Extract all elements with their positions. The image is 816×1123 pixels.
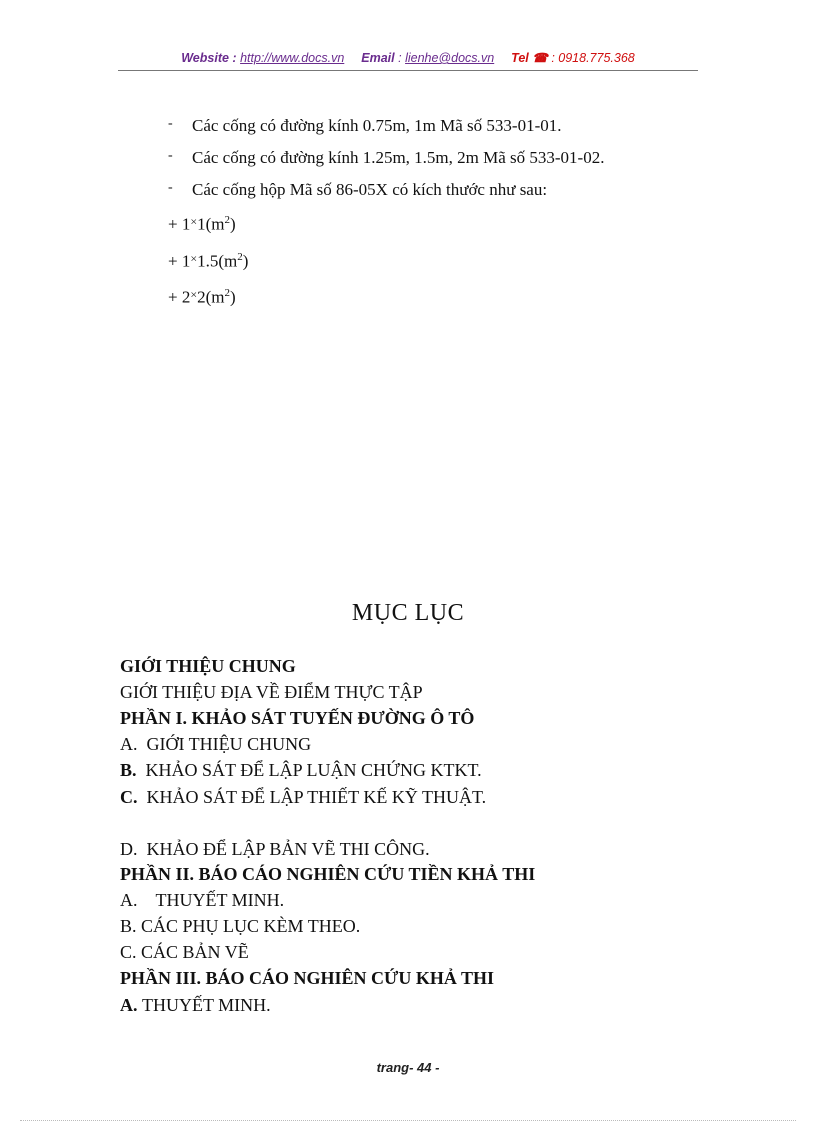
page-header: [0, 50, 816, 65]
dash-marker: -: [168, 116, 173, 131]
box-size-item: [168, 214, 236, 235]
toc-entry: [120, 734, 311, 755]
toc-entry: [120, 864, 535, 885]
box-size-value: 2(m: [197, 287, 225, 307]
toc-entry-text: PHẦN II. BÁO CÁO NGHIÊN CỨU TIỀN KHẢ THI: [120, 864, 536, 884]
toc-entry: [120, 968, 494, 989]
bullet-item: [168, 116, 562, 136]
paren: ): [230, 214, 236, 234]
toc-entry-text: KHẢO ĐỂ LẬP BẢN VẼ THI CÔNG.: [146, 839, 430, 859]
toc-entry-text: GIỚI THIỆU ĐỊA VỀ ĐIỂM THỰC TẬP: [120, 682, 423, 702]
toc-title: MỤC LỤC: [351, 600, 465, 626]
superscript: 2: [224, 214, 231, 226]
toc-entry-text: C. CÁC BẢN VẼ: [120, 942, 249, 962]
superscript: 2: [237, 251, 243, 263]
email-separator: :: [398, 51, 402, 65]
toc-entry: [120, 682, 423, 703]
toc-entry: [120, 760, 482, 781]
paren: ): [242, 251, 249, 271]
toc-entry: [120, 787, 486, 808]
times-sign: ×: [190, 214, 198, 229]
paren: ): [230, 287, 236, 307]
email-label: Email: [361, 51, 395, 65]
toc-entry: [120, 995, 271, 1016]
times-sign: ×: [190, 251, 198, 266]
toc-entry-text: PHẦN I. KHẢO SÁT TUYẾN ĐƯỜNG Ô TÔ: [120, 708, 475, 728]
toc-entry-text: THUYẾT MINH.: [142, 995, 271, 1015]
toc-entry-text: KHẢO SÁT ĐỂ LẬP THIẾT KẾ KỸ THUẬT.: [146, 787, 487, 807]
toc-entry-text: THUYẾT MINH.: [155, 890, 285, 910]
toc-entry: [120, 916, 360, 937]
box-size-value: 1(m: [197, 214, 225, 234]
box-size-prefix: + 1: [168, 251, 191, 271]
page-bottom-rule: [20, 1120, 796, 1121]
toc-entry: [120, 708, 474, 729]
toc-entry-text: KHẢO SÁT ĐỂ LẬP LUẬN CHỨNG KTKT.: [145, 760, 482, 780]
bullet-text: Các cống hộp Mã số 86-05X có kích thước như sau:: [192, 180, 548, 199]
tel-number: : 0918.775.368: [551, 51, 635, 65]
toc-entry-text: B. CÁC PHỤ LỤC KÈM THEO.: [120, 916, 361, 936]
bullet-text: Các cống có đường kính 0.75m, 1m Mã số 533-01-01.: [192, 116, 562, 135]
toc-entry: [120, 839, 430, 860]
header-divider: [118, 70, 698, 71]
toc-entry-label: A.: [120, 890, 138, 910]
bullet-item: [168, 148, 604, 168]
toc-entry: [120, 890, 284, 911]
box-size-prefix: + 2: [168, 287, 191, 307]
box-size-prefix: + 1: [168, 214, 191, 234]
superscript: 2: [224, 287, 231, 299]
website-link[interactable]: http://www.docs.vn: [240, 51, 345, 65]
dash-marker: -: [168, 148, 173, 163]
toc-entry: [120, 656, 296, 677]
phone-icon: ☎: [532, 51, 548, 65]
toc-entry-label: B.: [120, 760, 137, 780]
tel-label: Tel: [511, 51, 529, 65]
dash-marker: -: [168, 180, 173, 195]
bullet-text: Các cống có đường kính 1.25m, 1.5m, 2m Mã số 533-01-02.: [192, 148, 605, 167]
box-size-value: 1.5(m: [197, 251, 238, 271]
toc-entry-text: PHẦN III. BÁO CÁO NGHIÊN CỨU KHẢ THI: [120, 968, 495, 988]
page-number: trang- 44 -: [376, 1060, 440, 1075]
times-sign: ×: [190, 287, 198, 302]
toc-entry-label: A.: [120, 995, 138, 1015]
box-size-item: [168, 287, 236, 308]
toc-entry-text: GIỚI THIỆU CHUNG: [120, 656, 296, 676]
toc-entry-label: C.: [120, 787, 138, 807]
toc-entry-label: D.: [120, 839, 138, 859]
email-link[interactable]: lienhe@docs.vn: [405, 51, 495, 65]
toc-entry-label: A.: [120, 734, 138, 754]
box-size-item: [168, 251, 248, 272]
toc-entry-text: GIỚI THIỆU CHUNG: [146, 734, 312, 754]
website-label: Website :: [181, 51, 237, 65]
bullet-item: [168, 180, 547, 200]
toc-entry: [120, 942, 249, 963]
